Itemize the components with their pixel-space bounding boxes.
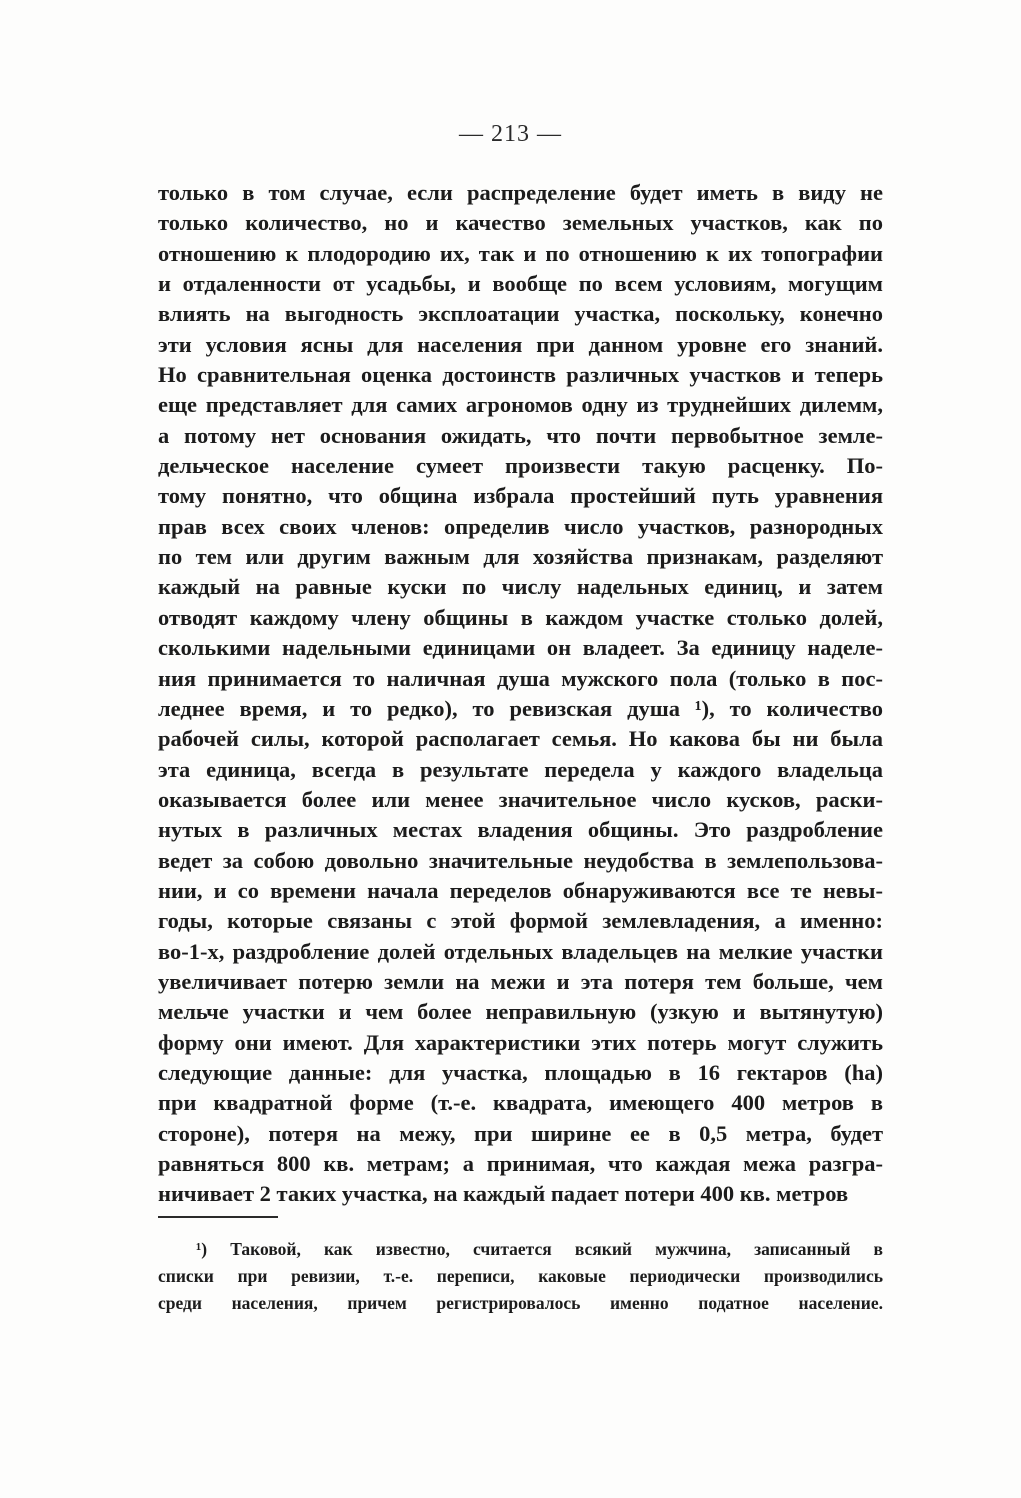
- text-line: только в том случае, если распределение будет иметь в виду не: [158, 180, 883, 205]
- text-line: стороне), потеря на межу, при ширине ее в 0,5 метра, будет: [158, 1120, 883, 1146]
- text-line: во-1-х, раздробление долей отдельных владельцев на мелкие участки: [158, 938, 883, 964]
- page-number: — 213 —: [459, 121, 562, 147]
- text-line: Но сравнительная оценка достоинств различных участков и теперь: [158, 362, 883, 388]
- text-line: еще представляет для самих агрономов одну из труднейших дилемм,: [158, 392, 883, 418]
- text-line: сколькими надельными единицами он владеет. За единицу наделе-: [158, 635, 883, 661]
- text-line: нутых в различных местах владения общины. Это раздробление: [158, 817, 883, 843]
- text-line: ния принимается то наличная душа мужского пола (только в пос-: [158, 665, 883, 691]
- text-line: рабочей силы, которой располагает семья. Но какова бы ни была: [158, 726, 883, 752]
- text-line: нии, и со времени начала переделов обнаруживаются все те невы-: [158, 877, 883, 903]
- text-line: тому понятно, что община избрала простейший путь уравнения: [158, 483, 883, 509]
- text-line: отводят каждому члену общины в каждом участке столько долей,: [158, 604, 883, 630]
- text-line: оказывается более или менее значительное число кусков, раски-: [158, 786, 883, 812]
- text-line: дельческое население сумеет произвести такую расценку. По-: [158, 453, 883, 479]
- text-line: увеличивает потерю земли на межи и эта потеря тем больше, чем: [158, 968, 883, 994]
- text-line: годы, которые связаны с этой формой землевладения, а именно:: [158, 908, 883, 934]
- text-line: влиять на выгодность эксплоатации участка, поскольку, конечно: [158, 301, 883, 327]
- text-line: при квадратной форме (т.-е. квадрата, имеющего 400 метров в: [158, 1090, 883, 1116]
- text-line: и отдаленности от усадьбы, и вообще по всем условиям, могущим: [158, 271, 883, 297]
- text-line: а потому нет основания ожидать, что почти первобытное земле-: [158, 422, 883, 448]
- text-line: эти условия ясны для населения при данном уровне его знаний.: [158, 331, 883, 357]
- footnote-line: ¹) Таковой, как известно, считается всякий мужчина, записанный в: [196, 1239, 883, 1259]
- text-line: леднее время, и то редко), то ревизская душа ¹), то количество: [158, 695, 883, 721]
- text-line: форму они имеют. Для характеристики этих потерь могут служить: [158, 1029, 883, 1055]
- text-line: по тем или другим важным для хозяйства признакам, разделяют: [158, 544, 883, 570]
- footnote-divider: [158, 1216, 278, 1218]
- text-line: только количество, но и качество земельных участков, как по: [158, 210, 883, 236]
- text-line: мельче участки и чем более неправильную (узкую и вытянутую): [158, 999, 883, 1025]
- text-line: прав всех своих членов: определив число участков, разнородных: [158, 513, 883, 539]
- footnote: [158, 1236, 883, 1317]
- text-line: отношению к плодородию их, так и по отношению к их топографии: [158, 240, 883, 266]
- footnote-line: списки при ревизии, т.-е. переписи, каковые периодически производились: [158, 1266, 883, 1286]
- text-line: равняться 800 кв. метрам; а принимая, что каждая межа разгра-: [158, 1151, 883, 1176]
- text-line: эта единица, всегда в результате передела у каждого владельца: [158, 756, 883, 782]
- text-line: ведет за собою довольно значительные неудобства в землепользова-: [158, 847, 883, 873]
- body-text: [158, 178, 883, 1210]
- text-line: ничивает 2 таких участка, на каждый падает потери 400 кв. метров: [158, 1181, 849, 1207]
- footnote-line: среди населения, причем регистрировалось именно податное население.: [158, 1293, 883, 1313]
- text-line: следующие данные: для участка, площадью в 16 гектаров (ha): [158, 1059, 883, 1085]
- text-line: каждый на равные куски по числу надельных единиц, и затем: [158, 574, 883, 600]
